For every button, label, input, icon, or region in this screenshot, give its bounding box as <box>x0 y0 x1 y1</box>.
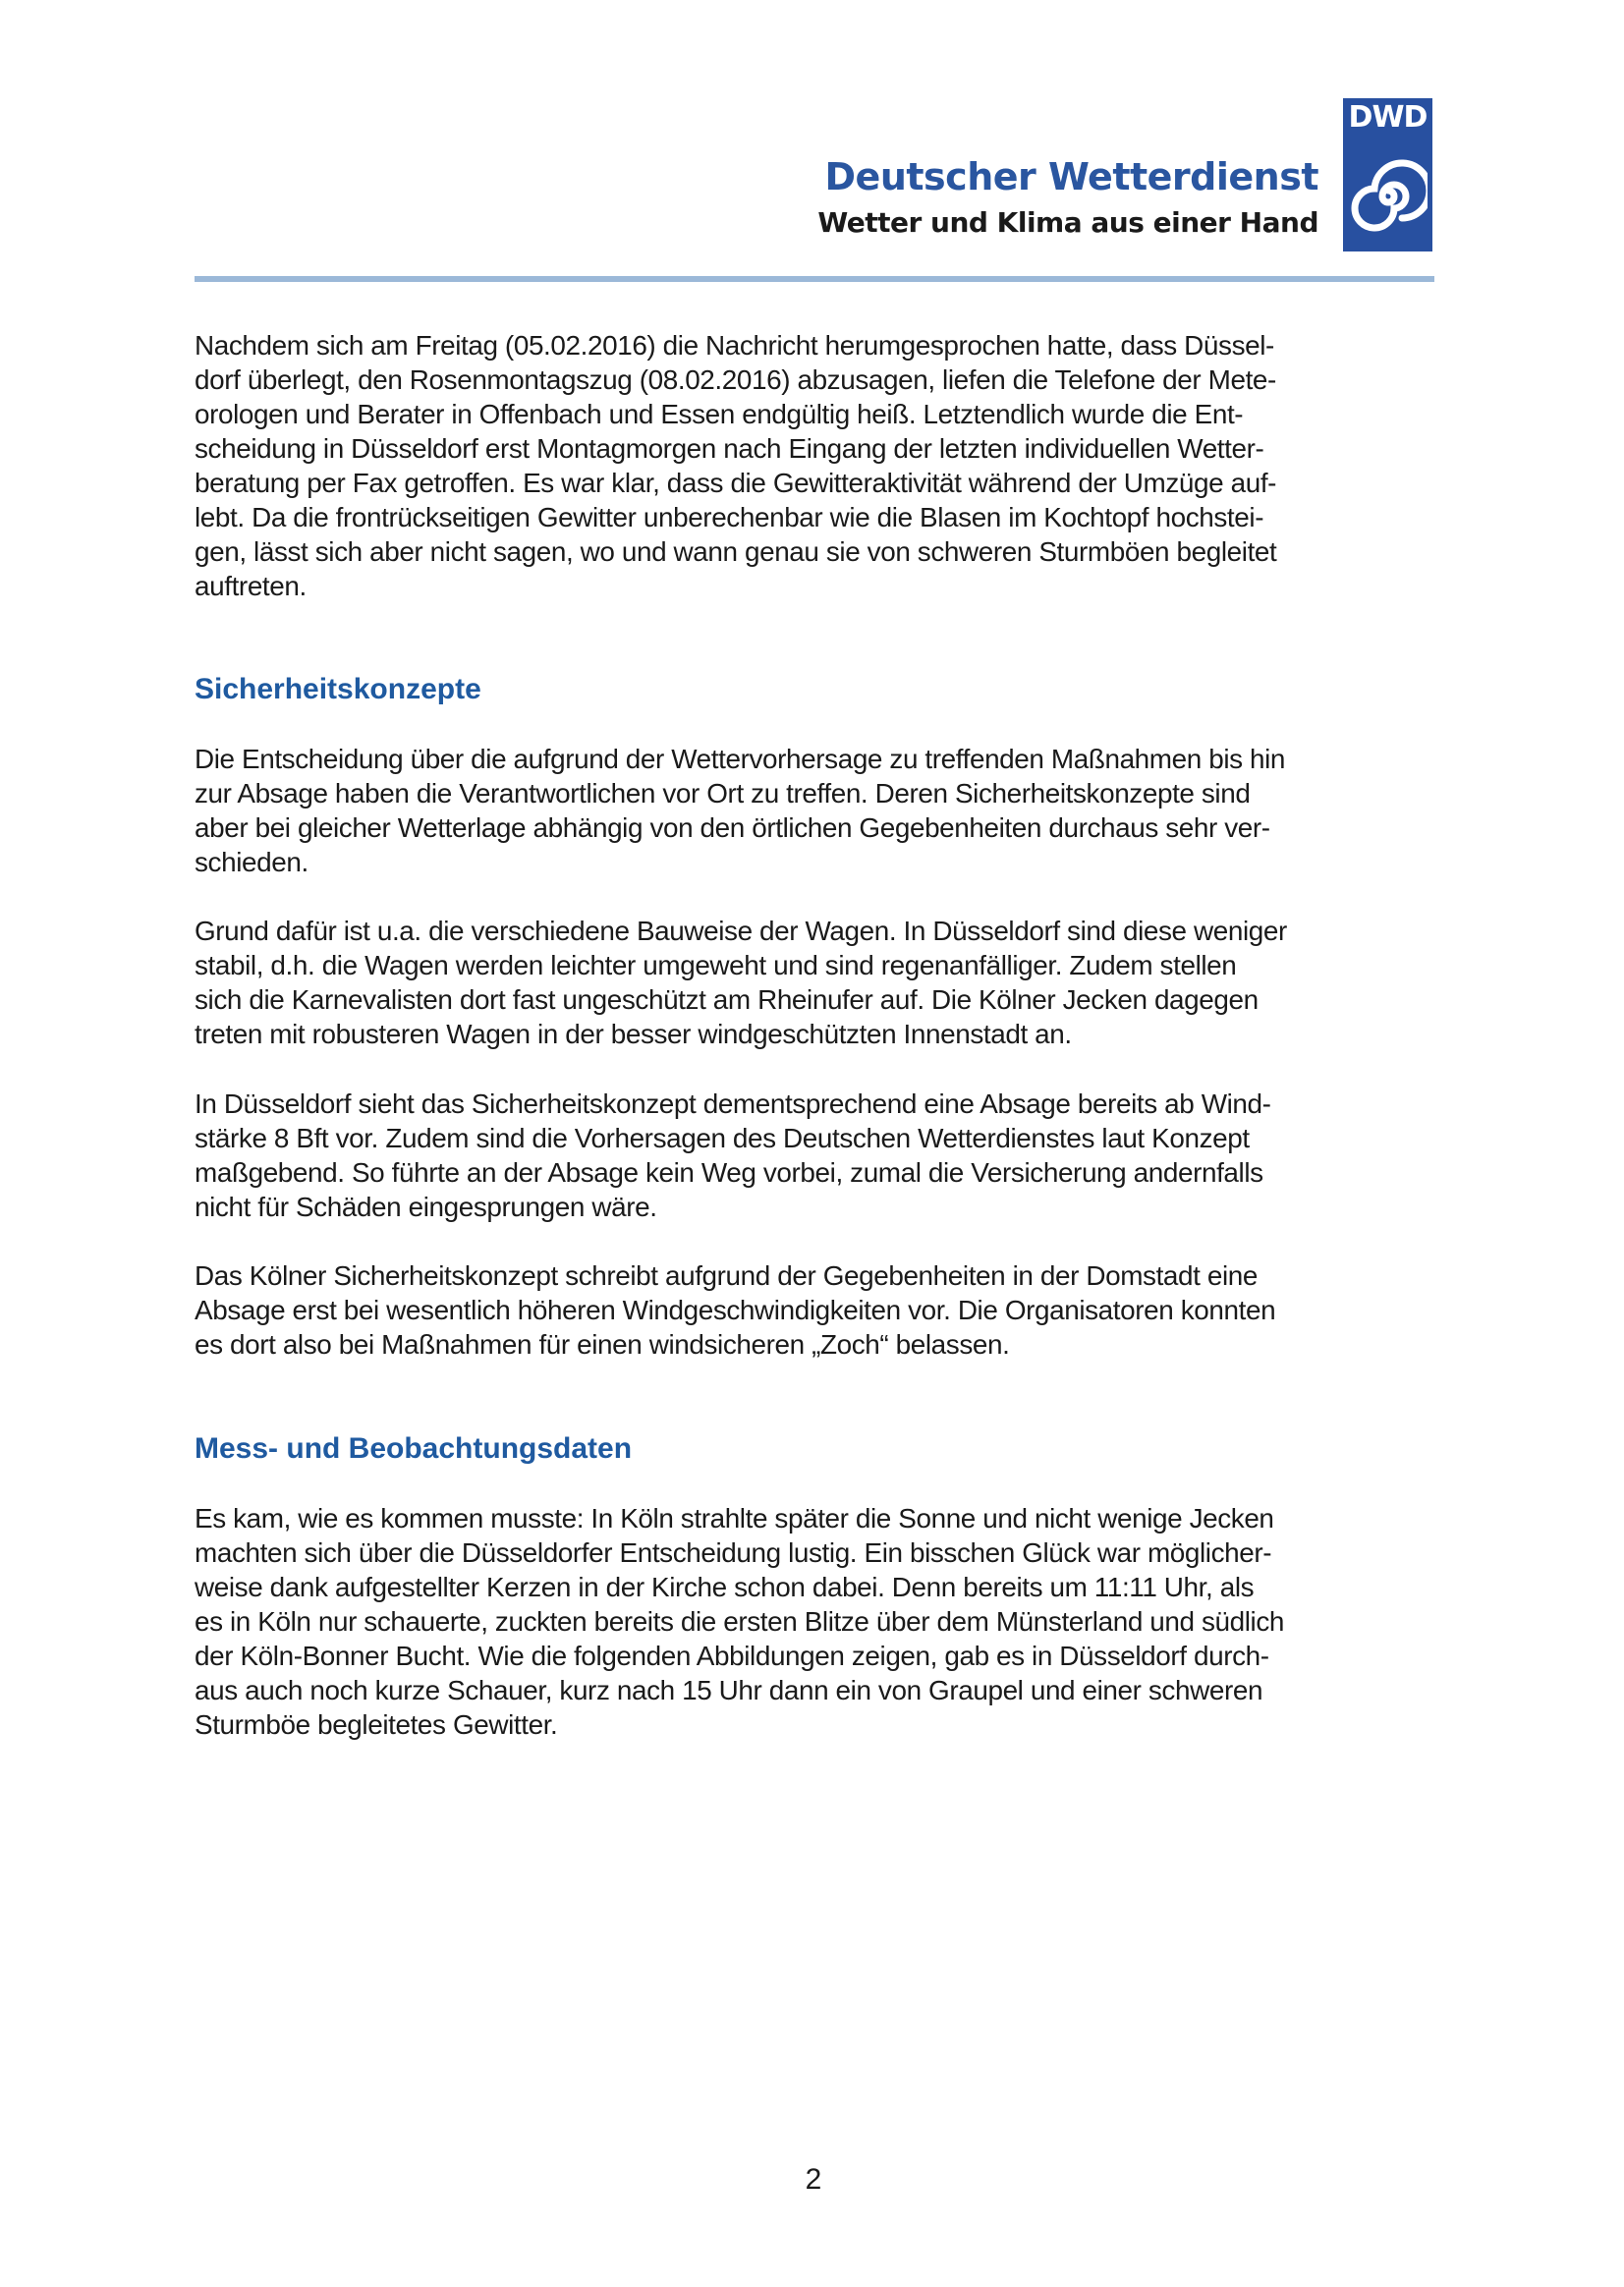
text-line: sich die Karnevalisten dort fast ungeschützt am Rheinufer auf. Die Kölner Jecken dagegen <box>195 984 1259 1015</box>
text-line: gen, lässt sich aber nicht sagen, wo und wann genau sie von schweren Sturmböen begleitet <box>195 536 1277 567</box>
text-line: Absage erst bei wesentlich höheren Windgeschwindigkeiten vor. Die Organisatoren konnten <box>195 1295 1276 1325</box>
text-line: stärke 8 Bft vor. Zudem sind die Vorhersagen des Deutschen Wetterdienstes laut Konzept <box>195 1123 1250 1153</box>
text-line: Es kam, wie es kommen musste: In Köln strahlte später die Sonne und nicht wenige Jecken <box>195 1503 1274 1534</box>
dwd-logo <box>1343 98 1432 251</box>
section-heading-mess-und-beobachtungsdaten: Mess- und Beobachtungsdaten <box>195 1432 633 1465</box>
text-line: Grund dafür ist u.a. die verschiedene Bauweise der Wagen. In Düsseldorf sind diese weniger <box>195 916 1287 946</box>
header-divider <box>195 276 1434 282</box>
paragraph <box>195 742 1442 879</box>
paragraph <box>195 914 1442 1051</box>
paragraph <box>195 1258 1442 1362</box>
text-line: Sturmböe begleitetes Gewitter. <box>195 1709 558 1740</box>
org-tagline: Wetter und Klima aus einer Hand <box>817 206 1318 239</box>
text-line: dorf überlegt, den Rosenmontagszug (08.02.2016) abzusagen, liefen die Telefone der Mete- <box>195 364 1276 395</box>
text-line: Das Kölner Sicherheitskonzept schreibt aufgrund der Gegebenheiten in der Domstadt eine <box>195 1260 1259 1291</box>
text-line: scheidung in Düsseldorf erst Montagmorgen nach Eingang der letzten individuellen Wetter- <box>195 433 1264 464</box>
text-line: zur Absage haben die Verantwortlichen vor Ort zu treffen. Deren Sicherheitskonzepte sind <box>195 778 1251 809</box>
text-line: orologen und Berater in Offenbach und Essen endgültig heiß. Letztendlich wurde die Ent- <box>195 399 1244 429</box>
text-line: es in Köln nur schauerte, zuckten bereits die ersten Blitze über dem Münsterland und südlich <box>195 1606 1285 1637</box>
text-line: treten mit robusteren Wagen in der besser windgeschützten Innenstadt an. <box>195 1019 1072 1049</box>
paragraph-intro <box>195 328 1442 603</box>
page-number: 2 <box>805 2163 822 2196</box>
text-line: es dort also bei Maßnahmen für einen windsicheren „Zoch“ belassen. <box>195 1329 1010 1360</box>
text-line: Die Entscheidung über die aufgrund der Wettervorhersage zu treffenden Maßnahmen bis hin <box>195 744 1286 774</box>
text-line: lebt. Da die frontrückseitigen Gewitter unberechenbar wie die Blasen im Kochtopf hochstei- <box>195 502 1264 532</box>
text-line: der Köln-Bonner Bucht. Wie die folgenden Abbildungen zeigen, gab es in Düsseldorf durch- <box>195 1641 1269 1671</box>
section-heading-sicherheitskonzepte: Sicherheitskonzepte <box>195 673 481 705</box>
paragraph <box>195 1087 1442 1224</box>
logo-abbr: DWD <box>1348 100 1428 135</box>
paragraph <box>195 1501 1442 1742</box>
text-line: beratung per Fax getroffen. Es war klar, dass die Gewitteraktivität während der Umzüge auf- <box>195 468 1277 498</box>
text-line: stabil, d.h. die Wagen werden leichter umgeweht und sind regenanfälliger. Zudem stellen <box>195 950 1237 980</box>
text-line: Nachdem sich am Freitag (05.02.2016) die Nachricht herumgesprochen hatte, dass Düssel- <box>195 330 1274 361</box>
text-line: auftreten. <box>195 571 307 601</box>
text-line: In Düsseldorf sieht das Sicherheitskonzept dementsprechend eine Absage bereits ab Wind- <box>195 1088 1271 1119</box>
spiral-icon <box>1349 152 1428 241</box>
text-line: aber bei gleicher Wetterlage abhängig von den örtlichen Gegebenheiten durchaus sehr ver- <box>195 812 1270 843</box>
text-line: nicht für Schäden eingesprungen wäre. <box>195 1192 657 1222</box>
text-line: schieden. <box>195 847 308 877</box>
text-line: weise dank aufgestellter Kerzen in der Kirche schon dabei. Denn bereits um 11:11 Uhr, als <box>195 1572 1255 1602</box>
text-line: maßgebend. So führte an der Absage kein Weg vorbei, zumal die Versicherung andernfalls <box>195 1157 1263 1188</box>
text-line: machten sich über die Düsseldorfer Entscheidung lustig. Ein bisschen Glück war möglicher- <box>195 1537 1272 1568</box>
org-name: Deutscher Wetterdienst <box>824 155 1318 198</box>
text-line: aus auch noch kurze Schauer, kurz nach 15 Uhr dann ein von Graupel und einer schweren <box>195 1675 1263 1705</box>
